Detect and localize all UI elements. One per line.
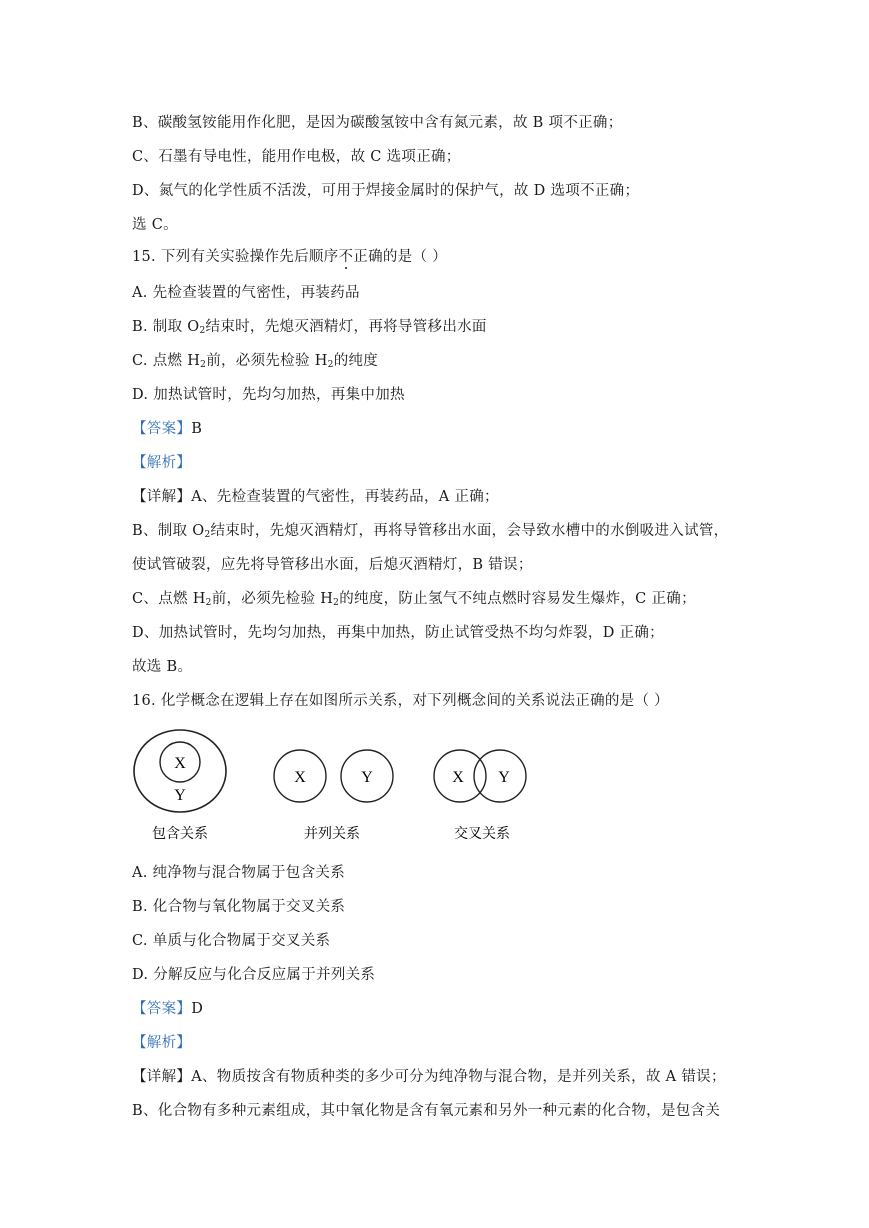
answer-line [132,419,202,439]
subscript: 2 [200,360,207,370]
option-d: D. 分解反应与化合反应属于并列关系 [132,967,376,983]
relationship-diagram [128,728,548,848]
detail-text: 结束时，先熄灭酒精灯，再将导管移出水面，会导致水槽中的水倒吸进入试管， [210,523,729,539]
detail-label: 【详解】 [132,1069,192,1085]
answer-value: D [191,1001,204,1017]
detail-line: D、加热试管时，先均匀加热，再集中加热，防止试管受热不均匀炸裂，D 正确； [132,625,664,641]
option-a: A. 纯净物与混合物属于包含关系 [132,865,345,881]
detail-text: C、点燃 H [132,591,206,607]
option-b: B. 化合物与氧化物属于交叉关系 [132,899,346,915]
parallel-caption: 并列关系 [304,827,360,842]
stem-text: 正确的是（ ） [353,249,447,265]
analysis-label [132,453,191,473]
analysis-label-text: 【解析】 [132,455,192,471]
subscript: 2 [205,598,212,608]
option-c [132,351,378,371]
detail-text: A、物质按含有物质种类的多少可分为纯净物与混合物，是并列关系，故 A 错误； [191,1069,726,1085]
option-d: D. 加热试管时，先均匀加热，再集中加热 [132,387,405,403]
stem-text: 15. 下列有关实验操作先后顺序 [132,249,339,265]
cross-caption: 交叉关系 [454,827,510,842]
answer-label: 【答案】 [132,421,192,437]
subscript: 2 [333,598,340,608]
subscript: 2 [199,326,206,336]
inclusion-caption: 包含关系 [152,827,208,842]
cross-relation [434,750,526,842]
option-c: C. 单质与化合物属于交叉关系 [132,933,331,949]
text-line: D、氮气的化学性质不活泼，可用于焊接金属时的保护气，故 D 选项不正确； [132,183,640,199]
question-15-stem [132,247,447,267]
detail-line: 使试管破裂，应先将导管移出水面，后熄灭酒精灯，B 错误； [132,557,533,573]
detail-line [132,487,499,507]
parallel-left-label: X [294,769,306,786]
parallel-relation [274,750,393,842]
emphasis-mark: 不 [338,249,354,265]
subscript: 2 [327,360,334,370]
detail-line [132,521,728,541]
parallel-right-label: Y [361,769,373,786]
question-16-stem: 16. 化学概念在逻辑上存在如图所示关系，对下列概念间的关系说法正确的是（ ） [132,693,669,709]
cross-left-label: X [452,769,464,786]
detail-text: 前，必须先检验 H [211,591,334,607]
answer-label: 【答案】 [132,1001,192,1017]
detail-line: B、化合物有多种元素组成，其中氧化物是含有氧元素和另外一种元素的化合物，是包含关 [132,1103,721,1119]
option-text: 前，必须先检验 H [206,353,328,369]
option-text: B. 制取 O [132,319,200,335]
option-b [132,317,487,337]
analysis-label [132,1033,191,1053]
detail-label: 【详解】 [132,489,192,505]
option-text: C. 点燃 H [132,353,201,369]
text-line: B、碳酸氢铵能用作化肥，是因为碳酸氢铵中含有氮元素，故 B 项不正确； [132,115,623,131]
analysis-label-text: 【解析】 [132,1035,192,1051]
detail-text: A、先检查装置的气密性，再装药品，A 正确； [191,489,499,505]
option-text: 结束时，先熄灭酒精灯，再将导管移出水面 [205,319,487,335]
text-line: C、石墨有导电性，能用作电极，故 C 选项正确； [132,149,461,165]
detail-text: 的纯度，防止氢气不纯点燃时容易发生爆炸，C 正确； [339,591,696,607]
text-line: 选 C。 [132,217,178,233]
inclusion-relation [134,730,226,842]
conclusion-line: 故选 B。 [132,659,193,675]
detail-line [132,1067,726,1087]
answer-line [132,999,203,1019]
cross-right-label: Y [498,769,510,786]
option-text: 的纯度 [333,353,379,369]
inclusion-outer-label: Y [174,787,186,804]
option-a: A. 先检查装置的气密性，再装药品 [132,285,360,301]
inclusion-inner-label: X [174,755,186,772]
subscript: 2 [204,530,211,540]
detail-text: B、制取 O [132,523,205,539]
detail-line [132,589,696,609]
answer-value: B [191,421,203,437]
